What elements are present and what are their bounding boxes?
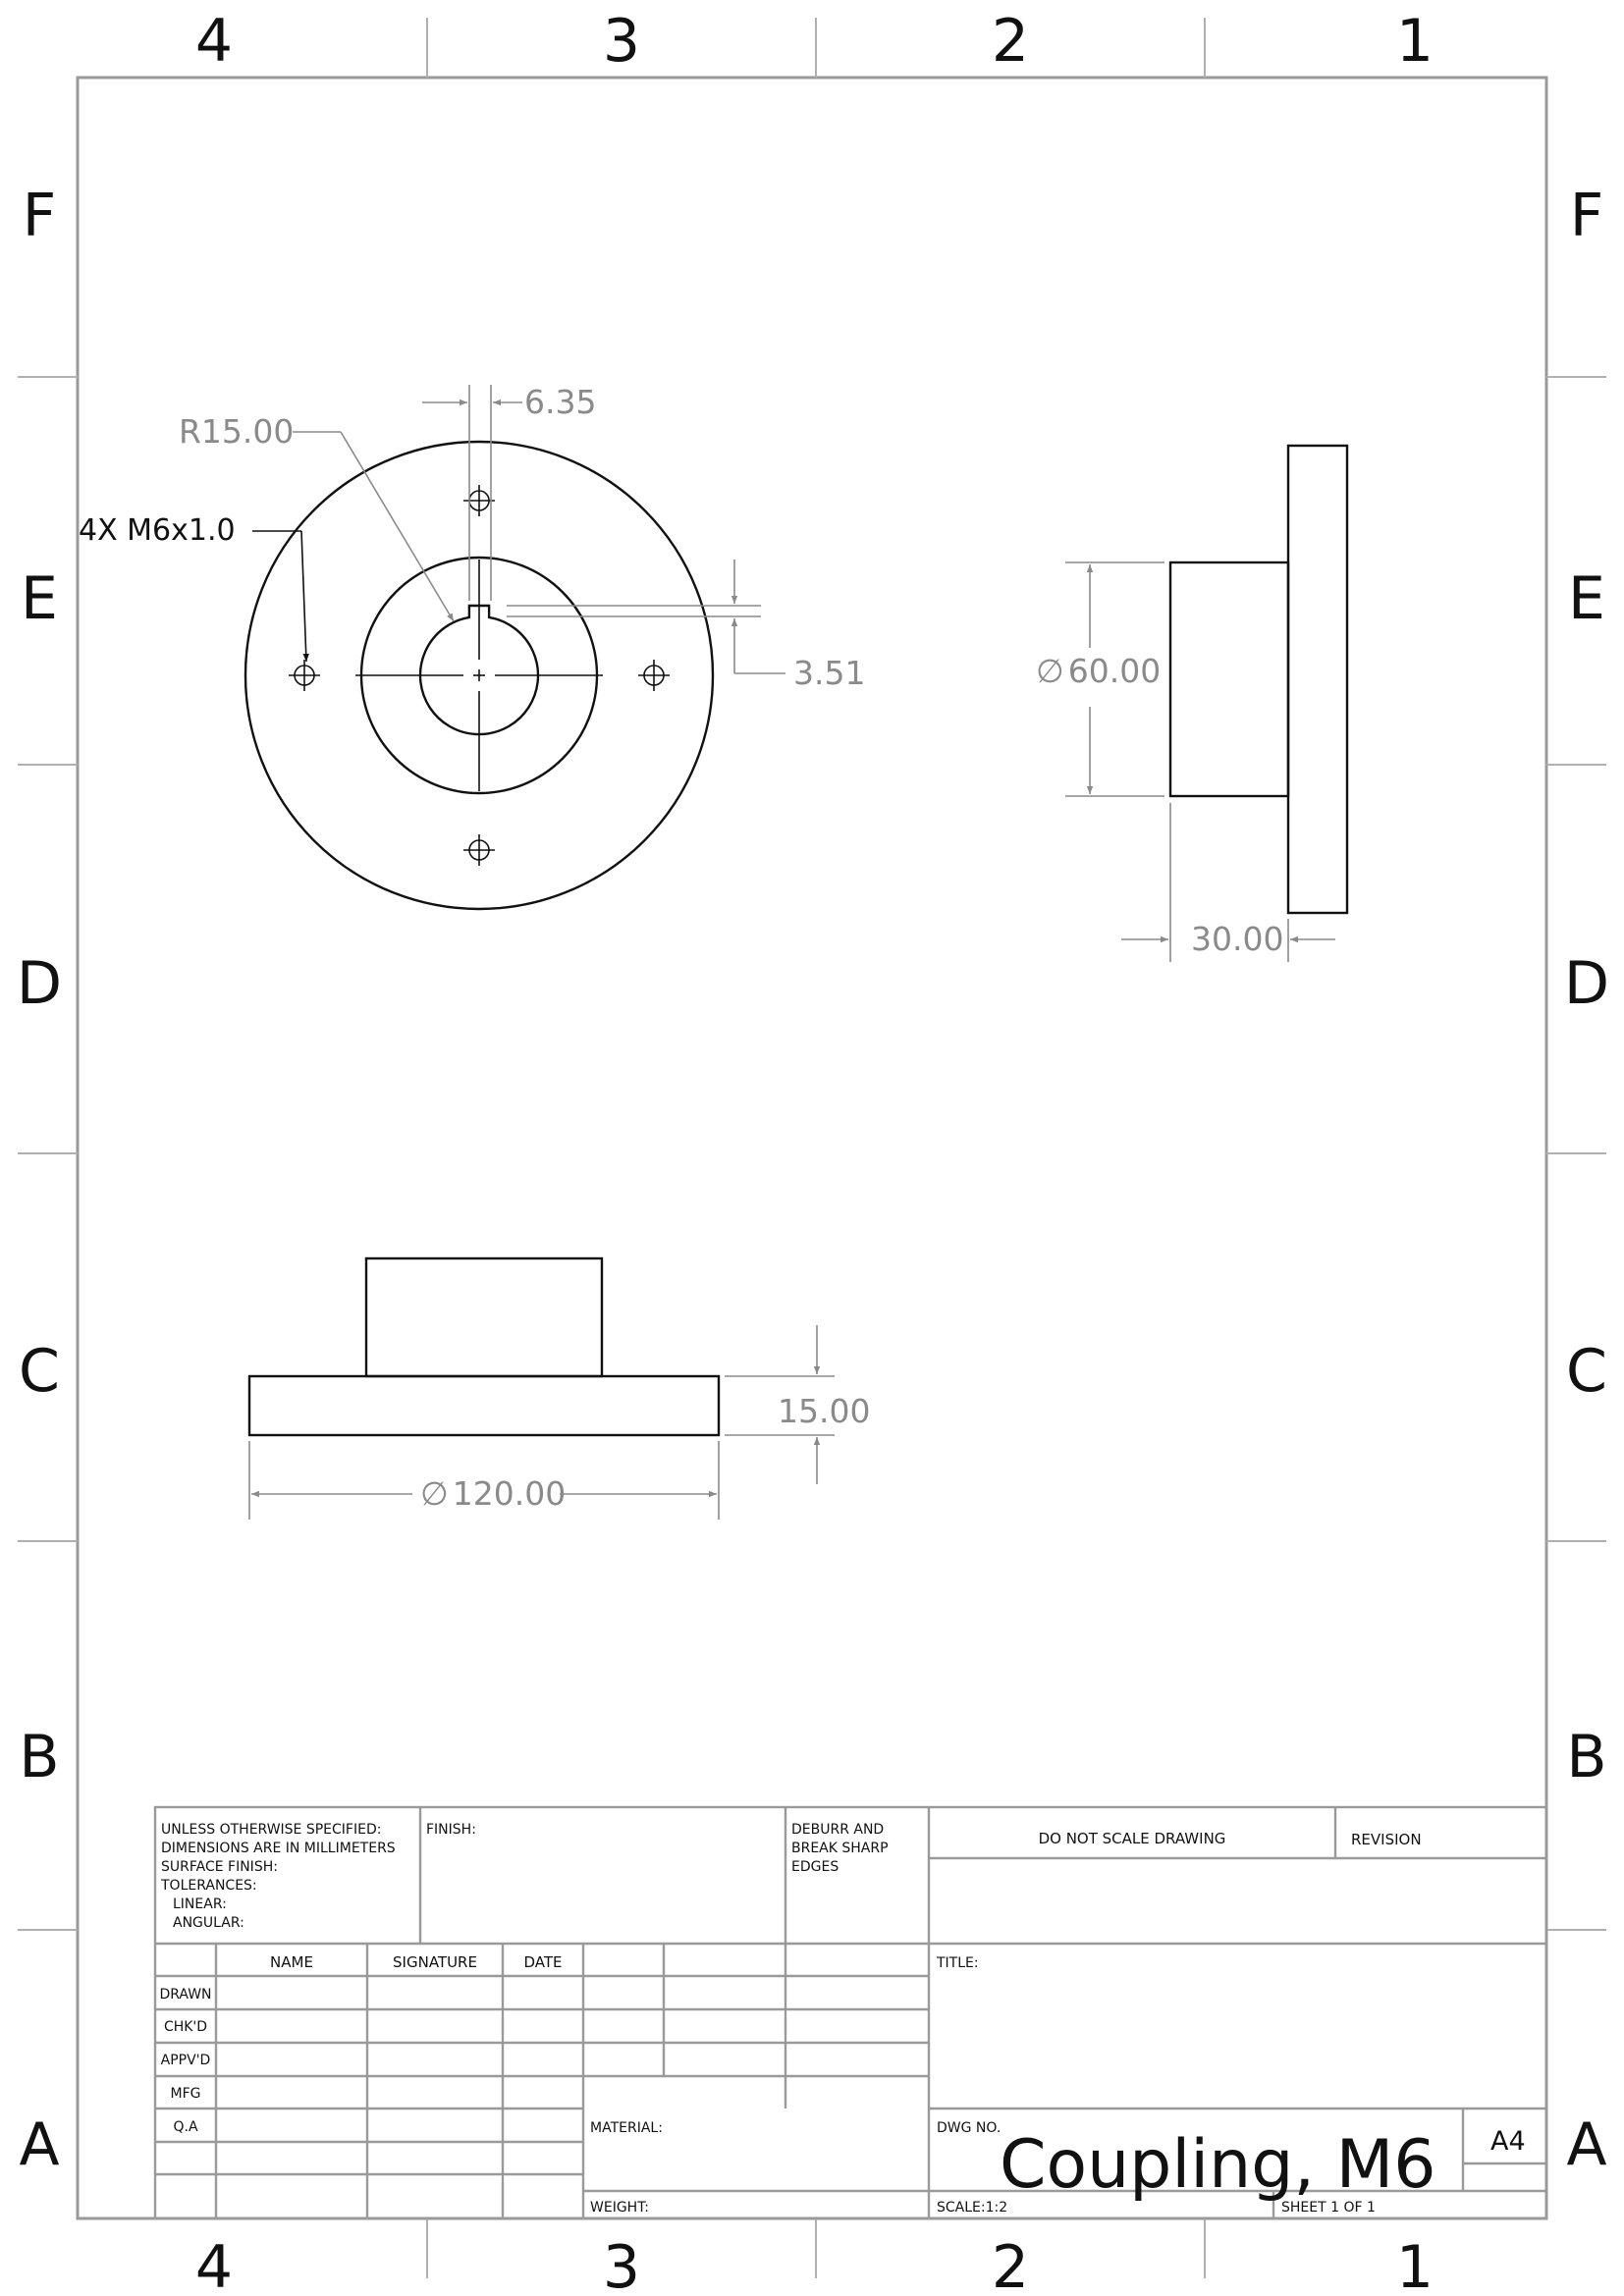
deburr-line-1: DEBURR AND: [791, 1822, 885, 1838]
dim-hub-length: [1121, 803, 1335, 962]
zone-column-labels-top: [195, 7, 1434, 76]
dim-text-hub-diameter: ∅ 60.00: [1036, 652, 1162, 690]
zone-row-a: A: [19, 2110, 60, 2179]
zone-col-4: 4: [194, 7, 234, 76]
zone-row-c: C: [19, 1337, 60, 1406]
zone-row-b-right: B: [1566, 1723, 1607, 1791]
dim-text-keyway-depth: 3.51: [793, 654, 866, 692]
dim-keyway-width: [422, 383, 596, 601]
zone-row-a-right: A: [1566, 2110, 1607, 2179]
col-header-signature: SIGNATURE: [393, 1953, 477, 1971]
row-label-approved: APPV'D: [160, 2053, 211, 2068]
row-label-mfg: MFG: [170, 2086, 201, 2102]
zone-row-labels-left: [17, 182, 62, 2179]
hub-side: [1170, 562, 1288, 796]
spec-line-2: DIMENSIONS ARE IN MILLIMETERS: [161, 1841, 396, 1856]
zone-col-3: 3: [602, 7, 641, 76]
bolt-hole-bottom: [463, 834, 495, 866]
dim-flange-diameter: [249, 1441, 719, 1520]
weight-label: WEIGHT:: [590, 2200, 649, 2216]
zone-row-labels-right: [1564, 182, 1609, 2179]
zone-row-c-right: C: [1566, 1337, 1607, 1406]
zone-row-f-right: F: [1569, 182, 1604, 250]
zone-col-2: 2: [991, 7, 1030, 76]
bolt-hole-right: [638, 660, 670, 691]
spec-line-4: TOLERANCES:: [161, 1878, 257, 1894]
zone-col-2-bottom: 2: [991, 2233, 1030, 2296]
dim-keyway-depth: [507, 560, 865, 692]
row-label-qa: Q.A: [173, 2119, 198, 2135]
dwg-no-label: DWG NO.: [937, 2120, 1001, 2136]
scale-label: SCALE:1:2: [937, 2200, 1008, 2216]
title-label: TITLE:: [937, 1955, 979, 1971]
spec-line-5: LINEAR:: [173, 1896, 227, 1912]
flange-top: [249, 1376, 719, 1435]
callout-text-holes: 4X M6x1.0: [79, 513, 236, 548]
front-view: [79, 383, 865, 909]
title-block: [155, 1807, 1546, 2218]
zone-col-1: 1: [1395, 7, 1435, 76]
spec-line-1: UNLESS OTHERWISE SPECIFIED:: [161, 1822, 382, 1838]
zone-row-e: E: [21, 564, 58, 633]
zone-row-b: B: [19, 1723, 60, 1791]
flange-side: [1288, 446, 1347, 913]
material-label: MATERIAL:: [590, 2120, 663, 2136]
do-not-scale-label: DO NOT SCALE DRAWING: [1038, 1830, 1226, 1847]
dim-text-keyway-width: 6.35: [524, 383, 597, 421]
dim-text-flange-diameter: ∅ 120.00: [420, 1474, 567, 1513]
sheet-size: A4: [1490, 2126, 1526, 2157]
side-view: [1036, 446, 1347, 962]
dim-text-flange-thickness: 15.00: [778, 1392, 871, 1430]
sheet-border: [78, 78, 1546, 2218]
bolt-hole-left: [289, 660, 320, 691]
finish-label: FINISH:: [426, 1822, 476, 1838]
row-label-checked: CHK'D: [163, 2019, 208, 2035]
drawing-number: Coupling, M6: [1000, 2126, 1436, 2204]
zone-ticks: [18, 18, 1606, 2278]
top-view: [249, 1258, 870, 1520]
zone-row-d-right: D: [1563, 949, 1610, 1018]
dim-text-radius: R15.00: [179, 412, 295, 451]
row-label-drawn: DRAWN: [159, 1987, 212, 2002]
hub-top: [366, 1258, 602, 1376]
zone-col-3-bottom: 3: [602, 2233, 641, 2296]
zone-row-d: D: [16, 949, 63, 1018]
sheet-label: SHEET 1 OF 1: [1281, 2200, 1376, 2216]
zone-row-f: F: [22, 182, 57, 250]
deburr-line-3: EDGES: [791, 1859, 839, 1875]
dim-flange-thickness: [725, 1325, 870, 1484]
spec-line-6: ANGULAR:: [173, 1915, 244, 1931]
callout-holes: [79, 513, 306, 662]
zone-col-4-bottom: 4: [194, 2233, 234, 2296]
deburr-line-2: BREAK SHARP: [791, 1841, 889, 1856]
spec-line-3: SURFACE FINISH:: [161, 1859, 278, 1875]
zone-col-1-bottom: 1: [1395, 2233, 1435, 2296]
dim-hub-diameter: [1036, 562, 1164, 796]
revision-label: REVISION: [1351, 1831, 1422, 1848]
zone-column-labels-bottom: [195, 2233, 1434, 2296]
col-header-date: DATE: [523, 1953, 563, 1971]
dim-text-hub-length: 30.00: [1191, 920, 1284, 958]
col-header-name: NAME: [270, 1953, 313, 1971]
zone-row-e-right: E: [1568, 564, 1605, 633]
